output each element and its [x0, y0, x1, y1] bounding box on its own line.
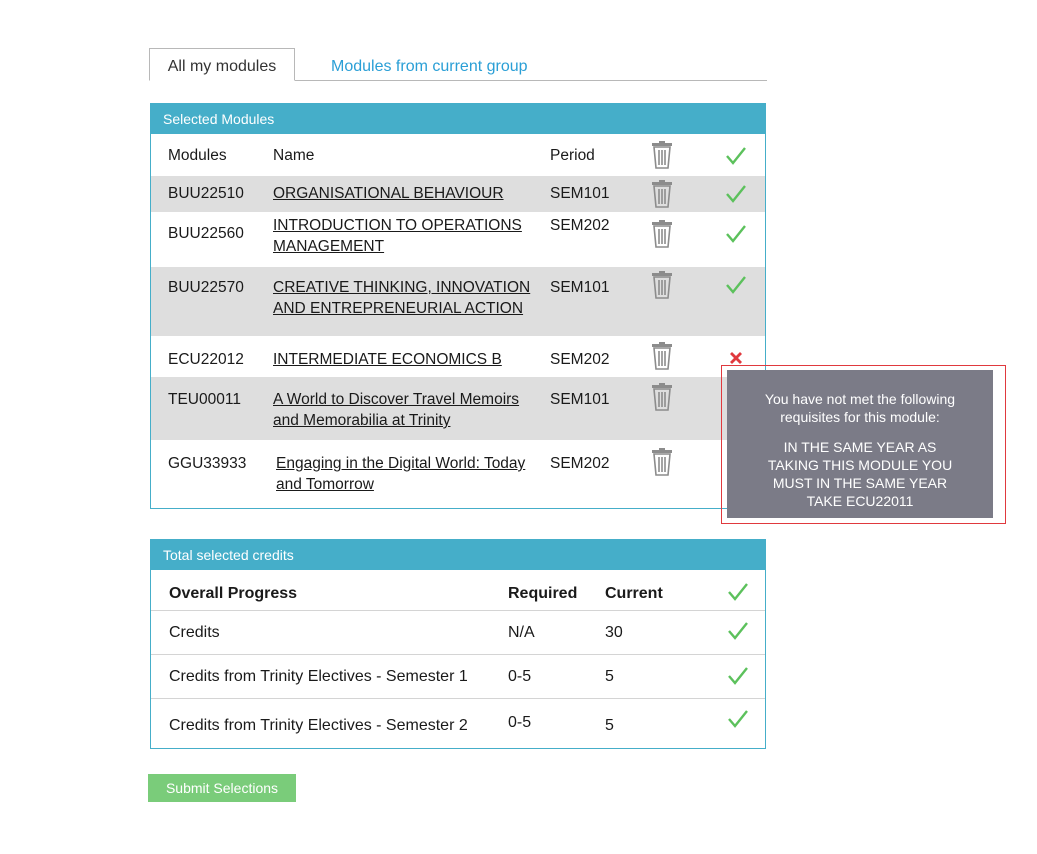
credits-label: Credits from Trinity Electives - Semester 1	[169, 668, 468, 685]
module-row	[151, 267, 765, 336]
column-overall-progress: Overall Progress	[169, 585, 298, 602]
module-code: TEU00011	[168, 391, 241, 408]
requisite-tooltip-frame	[721, 365, 1006, 524]
module-code: BUU22560	[168, 225, 244, 242]
check-icon	[725, 275, 747, 297]
module-period: SEM202	[550, 351, 610, 368]
column-modules: Modules	[168, 147, 227, 164]
credits-table-header	[151, 570, 765, 611]
trash-icon[interactable]	[651, 271, 673, 303]
selected-modules-header: Selected Modules	[151, 104, 765, 134]
tab-all-my-modules[interactable]: All my modules	[149, 48, 295, 81]
module-row	[151, 377, 765, 440]
module-period: SEM202	[550, 217, 610, 234]
credits-header: Total selected credits	[151, 540, 765, 570]
module-name-link[interactable]: Engaging in the Digital World: Today and Tomorrow	[276, 455, 526, 493]
module-code: BUU22510	[168, 185, 244, 202]
credits-label: Credits	[169, 624, 220, 641]
module-code: GGU33933	[168, 455, 247, 472]
tab-modules-from-current-group[interactable]: Modules from current group	[331, 58, 528, 75]
selected-modules-panel	[150, 103, 766, 509]
module-code: ECU22012	[168, 351, 244, 368]
module-period: SEM101	[550, 279, 610, 296]
tooltip-line: IN THE SAME YEAR AS	[783, 439, 937, 455]
module-row	[151, 336, 765, 377]
credits-row	[151, 699, 765, 748]
modules-table-header	[151, 134, 765, 176]
check-icon	[725, 146, 747, 168]
credits-current: 30	[605, 624, 623, 641]
tooltip-line: requisites for this module:	[780, 409, 940, 425]
tooltip-line: You have not met the following	[764, 391, 956, 407]
module-name-link[interactable]: A World to Discover Travel Memoirs and Memorabilia at Trinity	[273, 391, 520, 429]
credits-required: 0-5	[508, 714, 532, 731]
requisite-tooltip	[727, 370, 993, 518]
column-required: Required	[508, 585, 578, 602]
credits-required: N/A	[508, 624, 535, 641]
trash-icon	[651, 141, 673, 173]
credits-panel	[150, 539, 766, 749]
credits-current: 5	[605, 668, 614, 685]
module-row	[151, 176, 765, 212]
module-tabs	[149, 48, 767, 81]
trash-icon[interactable]	[651, 220, 673, 252]
trash-icon[interactable]	[651, 448, 673, 480]
column-period: Period	[550, 147, 595, 164]
tooltip-line: TAKE ECU22011	[806, 493, 914, 509]
submit-selections-button[interactable]: Submit Selections	[148, 774, 296, 802]
credits-row	[151, 611, 765, 655]
module-name-link[interactable]: CREATIVE THINKING, INNOVATION AND ENTREPRENEURIAL ACTION	[273, 279, 531, 317]
module-period: SEM101	[550, 391, 610, 408]
module-name-link[interactable]: ORGANISATIONAL BEHAVIOUR	[273, 185, 504, 202]
trash-icon[interactable]	[651, 342, 673, 374]
credits-current: 5	[605, 717, 614, 734]
module-code: BUU22570	[168, 279, 244, 296]
check-icon	[727, 621, 749, 641]
credits-row	[151, 655, 765, 699]
column-name: Name	[273, 147, 315, 164]
check-icon	[727, 666, 749, 686]
module-row	[151, 440, 765, 508]
module-name-link[interactable]: INTRODUCTION TO OPERATIONS MANAGEMENT	[273, 217, 522, 255]
check-icon	[725, 184, 747, 206]
credits-label: Credits from Trinity Electives - Semester 2	[169, 717, 468, 734]
module-period: SEM101	[550, 185, 610, 202]
tooltip-line: MUST IN THE SAME YEAR	[772, 475, 948, 491]
check-icon	[727, 709, 749, 729]
module-row	[151, 212, 765, 267]
credits-required: 0-5	[508, 668, 532, 685]
trash-icon[interactable]	[651, 383, 673, 415]
module-period: SEM202	[550, 455, 610, 472]
trash-icon[interactable]	[651, 180, 673, 212]
check-icon	[725, 224, 747, 246]
module-name-link[interactable]: INTERMEDIATE ECONOMICS B	[273, 351, 502, 368]
column-current: Current	[605, 585, 663, 602]
tooltip-line: TAKING THIS MODULE YOU	[767, 457, 953, 473]
check-icon	[727, 582, 749, 602]
